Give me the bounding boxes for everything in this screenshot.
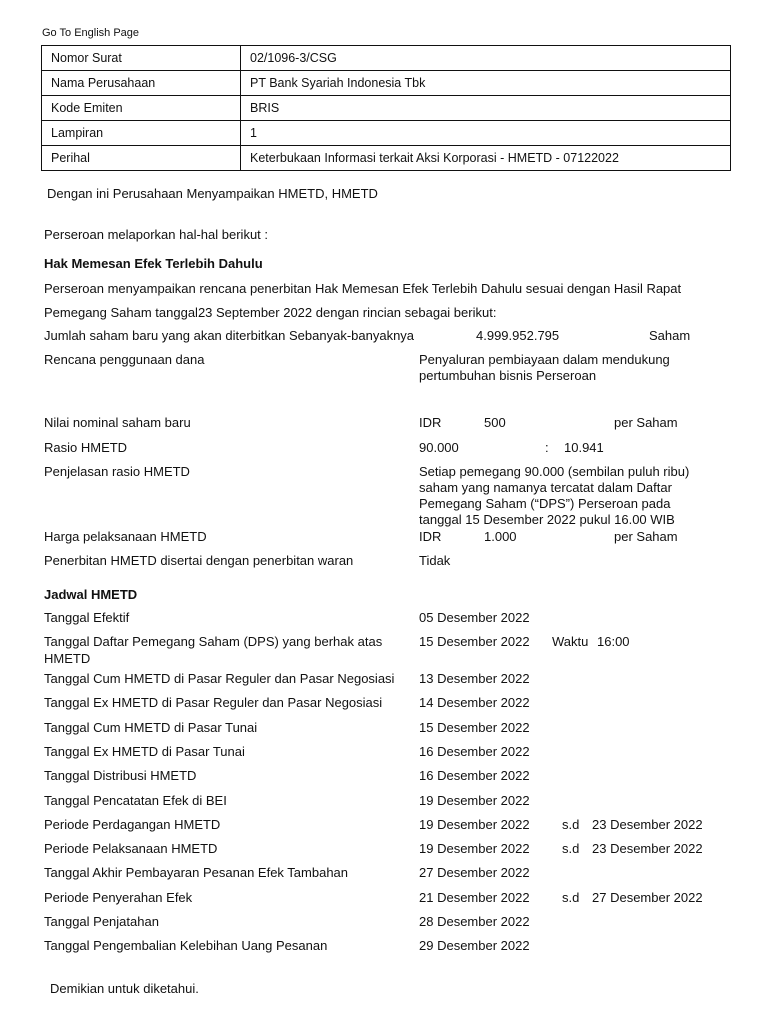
schedule-label: Tanggal Distribusi HMETD	[44, 768, 197, 783]
schedule-end-date: 23 Desember 2022	[592, 841, 703, 856]
detail-currency-nilai: IDR	[419, 415, 442, 430]
schedule-end-date: 27 Desember 2022	[592, 890, 703, 905]
header-value: 1	[241, 121, 731, 146]
schedule-label: Tanggal Penjatahan	[44, 914, 159, 929]
detail-label-nilai: Nilai nominal saham baru	[44, 415, 191, 430]
schedule-date: 16 Desember 2022	[419, 768, 530, 783]
detail-unit-harga: per Saham	[614, 529, 678, 544]
schedule-date: 14 Desember 2022	[419, 695, 530, 710]
header-row-emiten	[42, 96, 731, 121]
intro-text: Dengan ini Perusahaan Menyampaikan HMETD, HMETD	[47, 186, 378, 201]
schedule-end-date: 23 Desember 2022	[592, 817, 703, 832]
section-paragraph-1: Perseroan menyampaikan rencana penerbitan Hak Memesan Efek Terlebih Dahulu sesuai dengan Hasil Rapat	[44, 281, 682, 296]
header-label: Perihal	[42, 146, 241, 171]
schedule-label: Tanggal Efektif	[44, 610, 130, 625]
detail-unit-jumlah: Saham	[649, 328, 691, 343]
detail-value-nilai: 500	[484, 415, 506, 430]
detail-value-rencana: Penyaluran pembiayaan dalam mendukung pertumbuhan bisnis Perseroan	[419, 352, 670, 383]
english-page-link[interactable]: Go To English Page	[42, 27, 140, 39]
schedule-sd: s.d	[562, 817, 580, 832]
schedule-label: Tanggal Ex HMETD di Pasar Reguler dan Pasar Negosiasi	[44, 695, 383, 710]
letter-header-table	[41, 45, 731, 171]
header-value: PT Bank Syariah Indonesia Tbk	[241, 71, 731, 96]
schedule-sd: s.d	[562, 890, 580, 905]
schedule-date: 19 Desember 2022	[419, 841, 530, 856]
schedule-date: 19 Desember 2022	[419, 793, 530, 808]
detail-qualifier-jumlah: Sebanyak-banyaknya	[289, 328, 415, 343]
header-label: Kode Emiten	[42, 96, 241, 121]
schedule-sd: s.d	[562, 841, 580, 856]
schedule-label: Tanggal Akhir Pembayaran Pesanan Efek Tambahan	[44, 865, 349, 880]
schedule-date: 21 Desember 2022	[419, 890, 530, 905]
schedule-date: 16 Desember 2022	[419, 744, 530, 759]
detail-currency-harga: IDR	[419, 529, 442, 544]
detail-value-jumlah: 4.999.952.795	[476, 328, 560, 343]
header-row-lampiran	[42, 121, 731, 146]
detail-label-rencana: Rencana penggunaan dana	[44, 352, 205, 367]
report-line: Perseroan melaporkan hal-hal berikut :	[44, 227, 269, 242]
schedule-label: Periode Pelaksanaan HMETD	[44, 841, 218, 856]
section-paragraph-2: Pemegang Saham tanggal23 September 2022 dengan rincian sebagai berikut:	[44, 305, 497, 320]
detail-label-penjelasan: Penjelasan rasio HMETD	[44, 464, 190, 479]
detail-value-penjelasan: Setiap pemegang 90.000 (sembilan puluh ribu) saham yang namanya tercatat dalam Daftar Pemegang Saham (“DPS”) Perseroan pada tanggal 15 Desember 2022 pukul 16.00 WIB	[419, 464, 690, 527]
detail-label-waran: Penerbitan HMETD disertai dengan penerbitan waran	[44, 553, 354, 568]
section-title-hmetd: Hak Memesan Efek Terlebih Dahulu	[44, 256, 263, 271]
schedule-label: Periode Penyerahan Efek	[44, 890, 193, 905]
detail-rasio-separator: :	[545, 440, 549, 455]
schedule-label: Tanggal Pencatatan Efek di BEI	[44, 793, 227, 808]
detail-label-rasio: Rasio HMETD	[44, 440, 128, 455]
header-value: 02/1096-3/CSG	[241, 46, 731, 71]
schedule-date: 15 Desember 2022	[419, 634, 530, 649]
schedule-label: Tanggal Daftar Pemegang Saham (DPS) yang berhak atas	[44, 634, 383, 649]
detail-rasio-right: 10.941	[564, 440, 604, 455]
header-row-nomor	[42, 46, 731, 71]
schedule-label: Periode Perdagangan HMETD	[44, 817, 221, 832]
schedule-time-value: 16:00	[597, 634, 630, 649]
header-row-perusahaan	[42, 71, 731, 96]
schedule-date: 05 Desember 2022	[419, 610, 530, 625]
detail-value-harga: 1.000	[484, 529, 517, 544]
schedule-label: Tanggal Cum HMETD di Pasar Reguler dan Pasar Negosiasi	[44, 671, 395, 686]
closing-text: Demikian untuk diketahui.	[50, 981, 199, 996]
header-row-perihal	[42, 146, 731, 171]
detail-value-waran: Tidak	[419, 553, 451, 568]
schedule-label: Tanggal Cum HMETD di Pasar Tunai	[44, 720, 258, 735]
schedule-time-label: Waktu	[552, 634, 589, 649]
schedule-date: 19 Desember 2022	[419, 817, 530, 832]
header-label: Nomor Surat	[42, 46, 241, 71]
schedule-label: Tanggal Ex HMETD di Pasar Tunai	[44, 744, 245, 759]
header-value: BRIS	[241, 96, 731, 121]
detail-label-harga: Harga pelaksanaan HMETD	[44, 529, 207, 544]
schedule-label-cont: HMETD	[44, 651, 91, 666]
schedule-date: 15 Desember 2022	[419, 720, 530, 735]
section-title-jadwal: Jadwal HMETD	[44, 587, 138, 602]
schedule-date: 13 Desember 2022	[419, 671, 530, 686]
detail-unit-nilai: per Saham	[614, 415, 678, 430]
schedule-date: 27 Desember 2022	[419, 865, 530, 880]
header-label: Nama Perusahaan	[42, 71, 241, 96]
schedule-date: 28 Desember 2022	[419, 914, 530, 929]
detail-rasio-left: 90.000	[419, 440, 459, 455]
header-value: Keterbukaan Informasi terkait Aksi Korporasi - HMETD - 07122022	[241, 146, 731, 171]
schedule-label: Tanggal Pengembalian Kelebihan Uang Pesanan	[44, 938, 328, 953]
header-label: Lampiran	[42, 121, 241, 146]
detail-label-jumlah: Jumlah saham baru yang akan diterbitkan	[44, 328, 286, 343]
schedule-date: 29 Desember 2022	[419, 938, 530, 953]
